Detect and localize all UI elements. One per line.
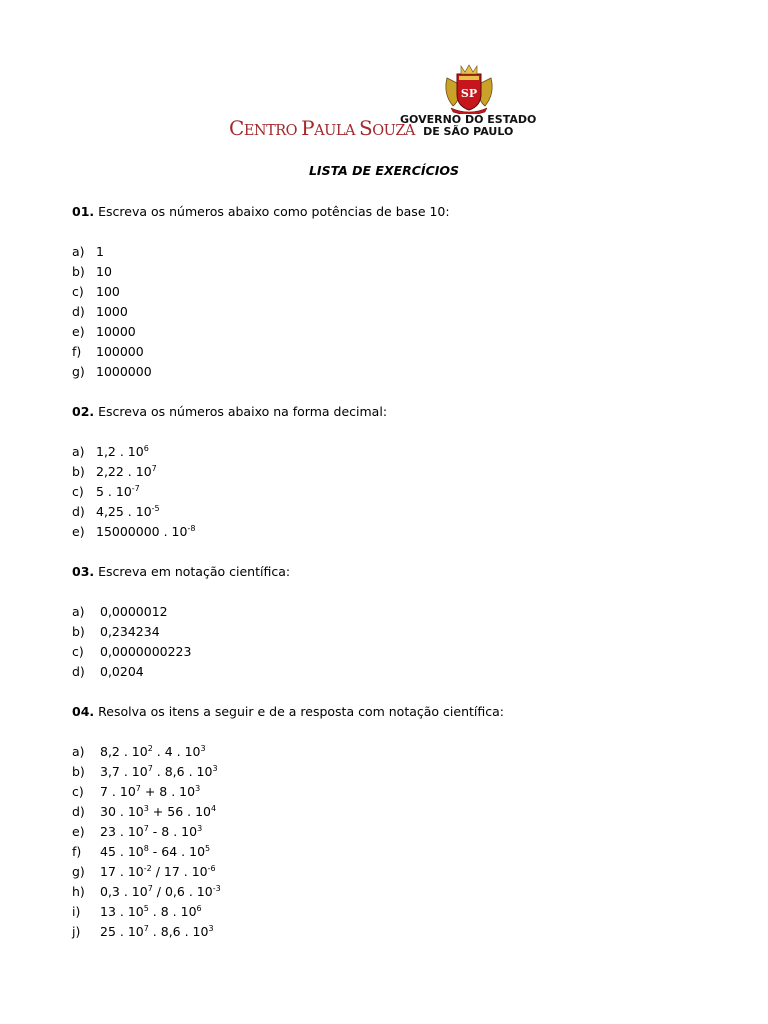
item-label: d) [72, 804, 85, 819]
item-value: 5 . $10^{-7}$ [96, 484, 140, 499]
item-value: 13 . $10^5$ . 8 . $10^6$ [100, 904, 202, 919]
item-value: 1000000 [96, 364, 152, 379]
governo-sp-label [400, 114, 536, 137]
item-value: 10 [96, 264, 112, 279]
item-value: 0,234234 [100, 624, 160, 639]
header-logos [225, 64, 545, 144]
question-prompt: Escreva os números abaixo na forma decimal: [94, 404, 388, 419]
item-value: 30 . $10^3 + 56$ . $10^4$ [100, 804, 217, 819]
item-label: b) [72, 764, 85, 779]
item-label: b) [72, 464, 85, 479]
item-label: a) [72, 444, 85, 459]
item-label: a) [72, 604, 85, 619]
centro-paula-souza-logo: CENTRO PAULA SOUZA [229, 116, 415, 140]
item-label: h) [72, 884, 85, 899]
item-value: 0,0000012 [100, 604, 168, 619]
item-value: 3,7 . $10^7$ . 8,6 . $10^3$ [100, 764, 218, 779]
item-label: f) [72, 844, 82, 859]
item-label: c) [72, 784, 84, 799]
item-label: a) [72, 244, 85, 259]
item-label: g) [72, 364, 85, 379]
item-label: j) [72, 924, 81, 939]
item-label: e) [72, 824, 85, 839]
item-label: d) [72, 304, 85, 319]
gov-line-1: GOVERNO DO ESTADO [400, 113, 537, 126]
sao-paulo-seal-icon [441, 64, 497, 114]
item-value: 1000 [96, 304, 128, 319]
item-label: c) [72, 644, 84, 659]
item-label: a) [72, 744, 85, 759]
item-value: 4,25 . $10^{-5}$ [96, 504, 160, 519]
item-value: 15000000 . $10^{-8}$ [96, 524, 196, 539]
question-number: 01. [72, 204, 95, 219]
item-label: d) [72, 504, 85, 519]
item-value: 25 . $10^7$ . 8,6 . $10^3$ [100, 924, 214, 939]
item-value: 10000 [96, 324, 136, 339]
question-prompt: Resolva os itens a seguir e de a resposta com notação científica: [94, 704, 504, 719]
question-prompt: Escreva os números abaixo como potências de base 10: [94, 204, 450, 219]
item-label: c) [72, 284, 84, 299]
item-value: 1,2 . $10^6$ [96, 444, 149, 459]
question-number: 03. [72, 564, 95, 579]
item-label: g) [72, 864, 85, 879]
item-value: 100 [96, 284, 120, 299]
item-value: 1 [96, 244, 104, 259]
svg-text:SP: SP [460, 87, 478, 100]
item-label: c) [72, 484, 84, 499]
item-value: 7 . $10^7 + 8$ . $10^3$ [100, 784, 201, 799]
item-label: d) [72, 664, 85, 679]
question-02 [72, 404, 387, 419]
page-title: LISTA DE EXERCÍCIOS [308, 163, 460, 178]
question-number: 02. [72, 404, 95, 419]
gov-line-2: DE SÃO PAULO [423, 124, 514, 138]
item-value: 8,2 . $10^2$ . 4 . $10^3$ [100, 744, 206, 759]
question-03 [72, 564, 290, 579]
item-label: i) [72, 904, 81, 919]
item-label: b) [72, 624, 85, 639]
item-value: 0,0000000223 [100, 644, 192, 659]
item-value: 45 . $10^8 - 64$ . $10^5$ [100, 844, 211, 859]
item-value: 0,0204 [100, 664, 144, 679]
question-04 [72, 704, 504, 719]
item-value: 23 . $10^7 - 8$ . $10^3$ [100, 824, 203, 839]
item-label: f) [72, 344, 82, 359]
question-number: 04. [72, 704, 95, 719]
item-label: e) [72, 524, 85, 539]
item-label: e) [72, 324, 85, 339]
item-value: 17 . $10^{-2} / 17$ . $10^{-6}$ [100, 864, 216, 879]
item-value: 0,3 . $10^7 / 0,6$ . $10^{-3}$ [100, 884, 221, 899]
question-01 [72, 204, 450, 219]
item-value: 100000 [96, 344, 144, 359]
item-value: 2,22 . $10^7$ [96, 464, 157, 479]
question-prompt: Escreva em notação científica: [94, 564, 291, 579]
item-label: b) [72, 264, 85, 279]
